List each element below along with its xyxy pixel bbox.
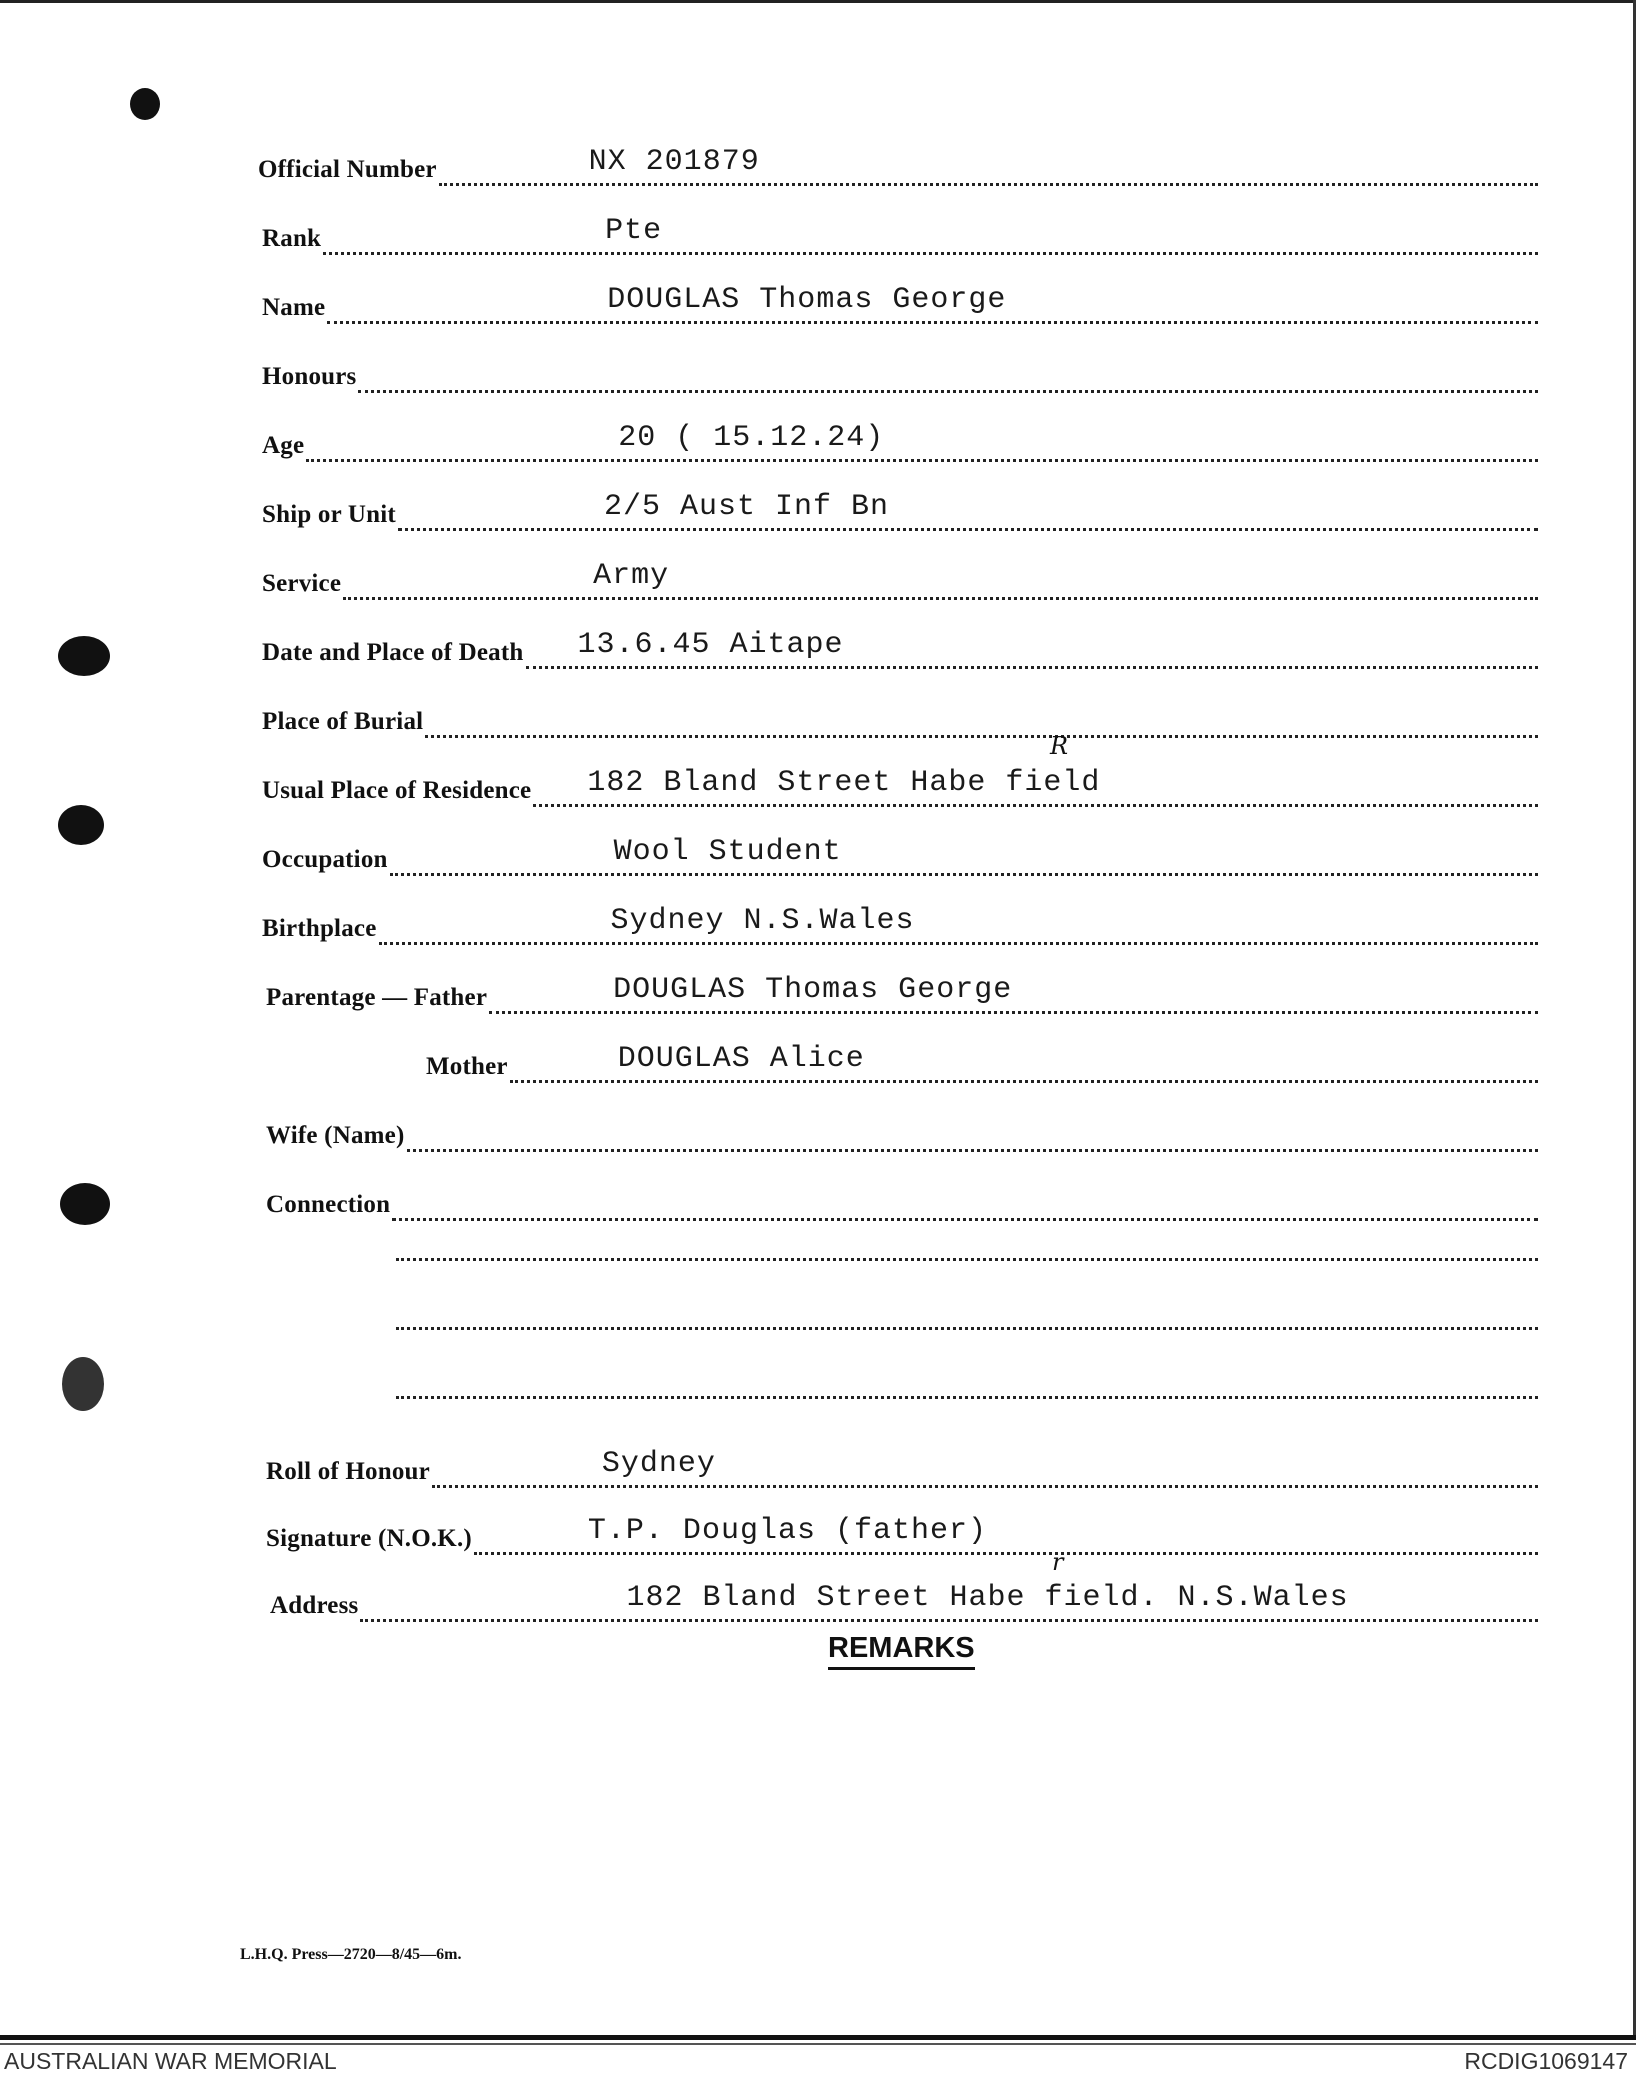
dotted-leader xyxy=(398,488,1538,531)
field-label: Name xyxy=(262,294,326,321)
field-label: Parentage — Father xyxy=(266,984,488,1011)
dotted-leader xyxy=(489,971,1538,1014)
field-row-father xyxy=(266,964,1538,1014)
field-row-occupation xyxy=(262,826,1538,876)
field-value: 13.6.45 Aitape xyxy=(577,628,844,662)
footer-institution: AUSTRALIAN WAR MEMORIAL xyxy=(4,2048,337,2074)
field-label: Service xyxy=(262,570,342,597)
remarks-heading: REMARKS xyxy=(828,1632,975,1670)
field-label: Connection xyxy=(266,1191,391,1218)
field-value: NX 201879 xyxy=(588,145,760,179)
field-row-connection xyxy=(266,1171,1538,1221)
field-label: Honours xyxy=(262,363,357,390)
punch-hole xyxy=(62,1357,104,1411)
field-value: DOUGLAS Thomas George xyxy=(607,283,1007,317)
field-label: Birthplace xyxy=(262,915,377,942)
connection-continuation-line xyxy=(396,1324,1538,1330)
field-label: Place of Burial xyxy=(262,708,424,735)
field-value: 2/5 Aust Inf Bn xyxy=(603,490,889,524)
field-label: Official Number xyxy=(258,156,437,183)
field-row-birthplace xyxy=(262,895,1538,945)
handwritten-correction: R xyxy=(1050,732,1069,760)
dotted-leader xyxy=(425,695,1538,738)
field-row-age xyxy=(262,412,1538,462)
field-label: Address xyxy=(270,1592,359,1619)
field-row-signature xyxy=(266,1505,1538,1555)
dotted-leader xyxy=(327,281,1538,324)
field-label: Date and Place of Death xyxy=(262,639,524,666)
dotted-leader xyxy=(343,557,1538,600)
punch-hole xyxy=(58,805,104,845)
field-value: Sydney xyxy=(601,1447,716,1481)
connection-continuation-line xyxy=(396,1255,1538,1261)
field-label: Occupation xyxy=(262,846,388,873)
field-row-place-of-burial xyxy=(262,688,1538,738)
dotted-leader xyxy=(533,764,1538,807)
field-label: Signature (N.O.K.) xyxy=(266,1525,472,1552)
bottom-rule xyxy=(0,2035,1636,2040)
punch-hole xyxy=(58,636,110,676)
dotted-leader xyxy=(358,350,1538,393)
field-label: Usual Place of Residence xyxy=(262,777,532,804)
dotted-leader xyxy=(360,1579,1538,1622)
connection-continuation-line xyxy=(396,1393,1538,1399)
dotted-leader xyxy=(407,1109,1539,1152)
dotted-leader xyxy=(439,143,1538,186)
field-value: Army xyxy=(593,559,670,593)
field-value: 182 Bland Street Habe field. N.S.Wales xyxy=(626,1581,1349,1615)
dotted-leader xyxy=(390,833,1538,876)
dotted-leader xyxy=(379,902,1539,945)
dotted-leader xyxy=(323,212,1538,255)
dotted-leader xyxy=(392,1178,1538,1221)
field-row-honours xyxy=(262,343,1538,393)
footer-record-id: RCDIG1069147 xyxy=(1464,2048,1628,2074)
dotted-leader xyxy=(526,626,1539,669)
dotted-leader xyxy=(432,1445,1538,1488)
field-row-address xyxy=(270,1572,1538,1622)
field-row-rank xyxy=(262,205,1538,255)
field-row-service xyxy=(262,550,1538,600)
field-value: DOUGLAS Alice xyxy=(617,1042,865,1076)
field-value: Sydney N.S.Wales xyxy=(610,904,915,938)
field-value: DOUGLAS Thomas George xyxy=(613,973,1013,1007)
field-label: Roll of Honour xyxy=(266,1458,430,1485)
field-row-name xyxy=(262,274,1538,324)
field-row-mother xyxy=(426,1033,1538,1083)
dotted-leader xyxy=(306,419,1538,462)
field-value: 182 Bland Street Habe field xyxy=(587,766,1101,800)
punch-hole xyxy=(130,88,160,120)
field-value: Wool Student xyxy=(613,835,842,869)
field-label: Rank xyxy=(262,225,322,252)
field-label: Wife (Name) xyxy=(266,1122,405,1149)
field-value: T.P. Douglas (father) xyxy=(587,1514,987,1548)
field-row-roll-of-honour xyxy=(266,1438,1538,1488)
field-row-ship-or-unit xyxy=(262,481,1538,531)
handwritten-correction: r xyxy=(1052,1548,1064,1576)
dotted-leader xyxy=(510,1040,1538,1083)
bottom-rule xyxy=(0,2043,1636,2045)
press-mark: L.H.Q. Press—2720—8/45—6m. xyxy=(240,1946,462,1963)
field-label: Mother xyxy=(426,1053,508,1080)
field-row-date-place-death xyxy=(262,619,1538,669)
field-row-wife xyxy=(266,1102,1538,1152)
field-label: Ship or Unit xyxy=(262,501,396,528)
punch-hole xyxy=(60,1183,110,1225)
field-value: Pte xyxy=(605,214,663,248)
field-value: 20 ( 15.12.24) xyxy=(618,421,885,455)
field-row-usual-residence xyxy=(262,757,1538,807)
field-row-official-number xyxy=(258,136,1538,186)
field-label: Age xyxy=(262,432,305,459)
page-top-edge xyxy=(0,0,1636,3)
dotted-leader xyxy=(474,1512,1538,1555)
